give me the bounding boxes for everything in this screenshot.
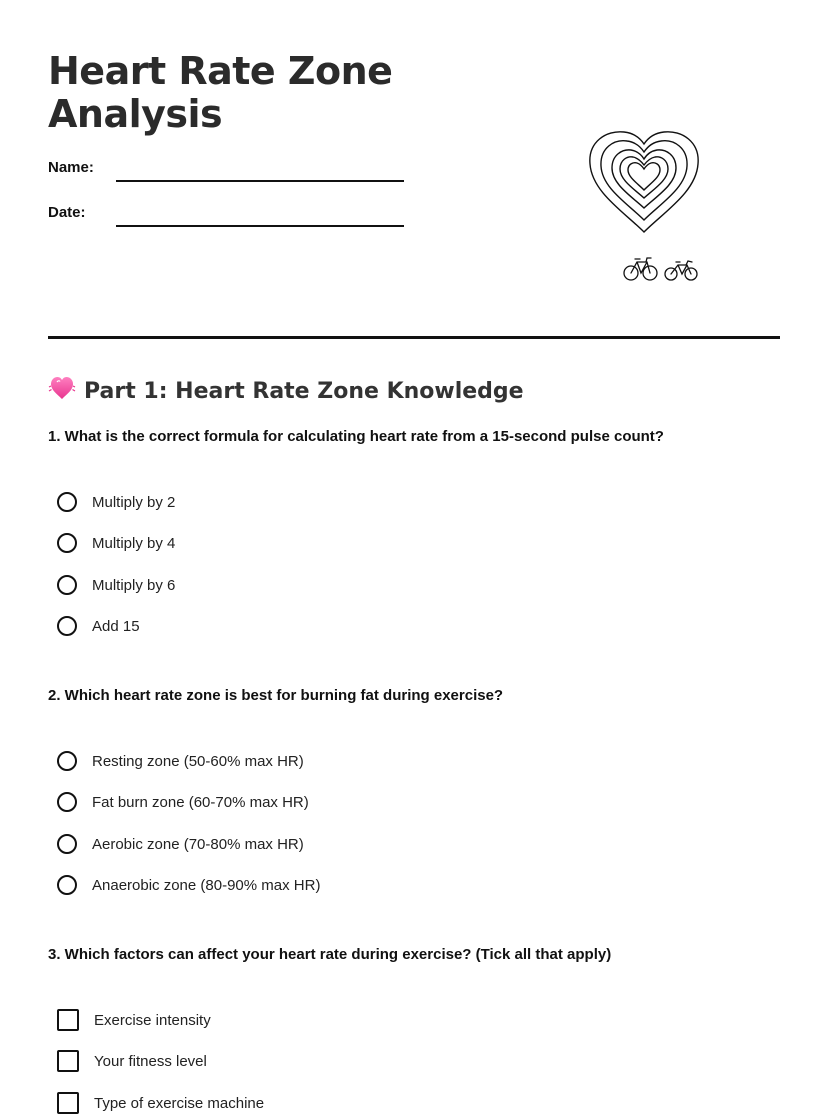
radio-button[interactable]	[57, 492, 77, 512]
question-1: 1. What is the correct formula for calculating heart rate from a 15-second pulse count?	[48, 428, 664, 445]
question-1-option[interactable]	[57, 616, 140, 636]
worksheet-title	[48, 50, 468, 136]
radio-button[interactable]	[57, 875, 77, 895]
radio-button[interactable]	[57, 751, 77, 771]
section-title	[48, 374, 524, 408]
option-label: Type of exercise machine	[94, 1094, 265, 1112]
question-2-option[interactable]	[57, 834, 304, 854]
date-label: Date:	[48, 204, 86, 221]
option-label: Add 15	[92, 617, 140, 635]
question-2-option[interactable]	[57, 875, 320, 895]
question-2-option[interactable]	[57, 751, 304, 771]
name-field[interactable]	[116, 180, 404, 182]
checkbox[interactable]	[57, 1009, 79, 1031]
bicycle-icons	[620, 252, 702, 291]
title-line-1: Heart Rate Zone	[48, 49, 393, 93]
question-2-option[interactable]	[57, 792, 309, 812]
radio-button[interactable]	[57, 792, 77, 812]
header-divider	[48, 336, 780, 339]
date-field[interactable]	[116, 225, 404, 227]
title-line-2: Analysis	[48, 92, 223, 136]
question-2: 2. Which heart rate zone is best for burning fat during exercise?	[48, 687, 504, 704]
option-label: Your fitness level	[94, 1052, 207, 1070]
sparkling-heart-icon	[48, 374, 76, 408]
radio-button[interactable]	[57, 834, 77, 854]
question-3: 3. Which factors can affect your heart rate during exercise? (Tick all that apply)	[48, 946, 612, 963]
radio-button[interactable]	[57, 533, 77, 553]
option-label: Resting zone (50-60% max HR)	[92, 752, 304, 770]
question-3-option[interactable]	[57, 1009, 211, 1031]
radio-button[interactable]	[57, 616, 77, 636]
option-label: Aerobic zone (70-80% max HR)	[92, 835, 304, 853]
option-label: Multiply by 6	[92, 576, 176, 594]
option-label: Fat burn zone (60-70% max HR)	[92, 793, 309, 811]
name-label: Name:	[48, 159, 94, 176]
option-label: Multiply by 4	[92, 534, 176, 552]
checkbox[interactable]	[57, 1050, 79, 1072]
bicycle-icon	[624, 258, 657, 280]
concentric-heart-icon	[584, 126, 704, 243]
question-1-option[interactable]	[57, 492, 175, 512]
question-3-option[interactable]	[57, 1050, 207, 1072]
radio-button[interactable]	[57, 575, 77, 595]
option-label: Exercise intensity	[94, 1011, 211, 1029]
option-label: Anaerobic zone (80-90% max HR)	[92, 876, 321, 894]
question-1-option[interactable]	[57, 533, 175, 553]
section-title-text: Part 1: Heart Rate Zone Knowledge	[84, 378, 524, 404]
question-3-option[interactable]	[57, 1092, 264, 1114]
bicycle-icon	[665, 261, 697, 280]
question-1-option[interactable]	[57, 575, 175, 595]
option-label: Multiply by 2	[92, 493, 176, 511]
checkbox[interactable]	[57, 1092, 79, 1114]
